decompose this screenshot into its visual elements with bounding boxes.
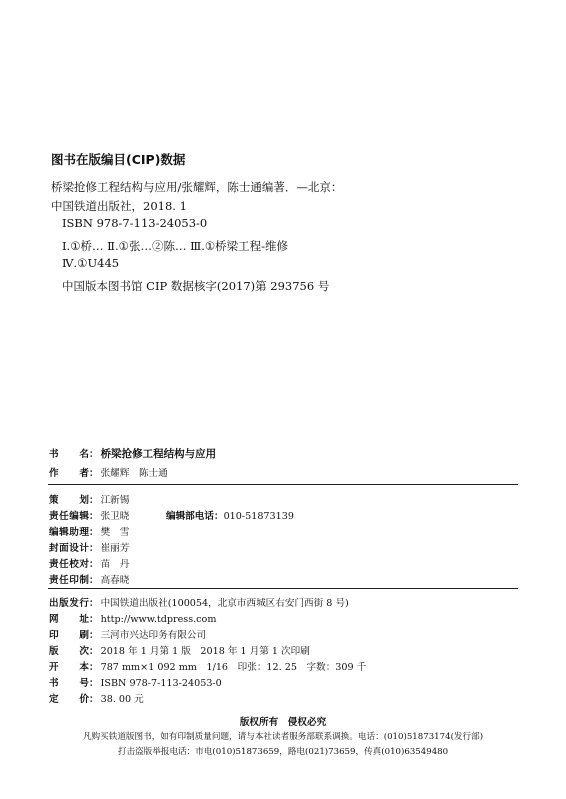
field-value: 樊 雪 (100, 527, 130, 538)
field-value: ISBN 978-7-113-24053-0 (100, 678, 222, 689)
cip-line-publisher: 中国铁道出版社，2018. 1 (51, 199, 187, 213)
field-value: 38. 00 元 (100, 694, 144, 705)
field-label: 编辑助理 (49, 527, 89, 538)
publication-row: 定价： 38. 00 元 (49, 691, 144, 705)
cip-line-title-author: 桥梁抢修工程结构与应用/张耀辉，陈士通编著．—北京： (51, 180, 343, 194)
divider (48, 484, 518, 485)
field-value: 三河市兴达印务有限公司 (100, 630, 207, 641)
publication-row: 开本： 787 mm×1 092 mm 1/16 印张：12. 25 字数：309 千 (49, 659, 366, 673)
field-label: 责任印制 (49, 575, 89, 586)
rights-notice: 版权所有 侵权必究 (239, 717, 327, 728)
book-title-row: 书名： 桥梁抢修工程结构与应用 (49, 448, 217, 460)
field-value: 010-51873139 (223, 511, 294, 522)
field-label: 网址 (49, 614, 89, 625)
field-value: 2018 年 1 月第 1 版 2018 年 1 月第 1 次印刷 (100, 646, 310, 657)
field-label: 责任编辑 (49, 511, 89, 522)
editor-row: 责任校对： 苗 丹 (49, 556, 129, 570)
authors: 张耀辉 陈士通 (100, 468, 168, 479)
publication-row: 书号： ISBN 978-7-113-24053-0 (49, 675, 222, 689)
field-label: 封面设计 (49, 543, 89, 554)
field-value: 苗 丹 (100, 559, 130, 570)
editor-row: 责任编辑： 张卫晓 (49, 508, 129, 522)
field-value: 崔丽芳 (100, 543, 130, 554)
editor-row: 封面设计： 崔丽芳 (49, 540, 129, 554)
cip-line-classification: Ⅳ.①U445 (62, 256, 120, 270)
editor-row: 编辑助理： 樊 雪 (49, 524, 129, 538)
field-label: 定价 (49, 694, 89, 705)
editorial-phone: 编辑部电话：010-51873139 (166, 511, 294, 522)
book-title: 桥梁抢修工程结构与应用 (100, 448, 217, 460)
field-label: 书名 (49, 449, 89, 460)
field-value: 中国铁道出版社(100054，北京市西城区右安门西街 8 号) (100, 598, 349, 609)
cip-line-isbn: ISBN 978-7-113-24053-0 (62, 216, 208, 230)
piracy-hotline: 打击盗版举报电话：市电(010)51873659，路电(021)73659，传真(010)63549480 (117, 747, 449, 757)
field-label: 策划 (49, 495, 89, 506)
field-label: 作者 (49, 468, 89, 479)
cip-line-cip-number: 中国版本图书馆 CIP 数据核字(2017)第 293756 号 (62, 279, 330, 293)
publication-row: 出版发行： 中国铁道出版社(100054，北京市西城区右安门西街 8 号) (49, 595, 349, 609)
field-value: 787 mm×1 092 mm 1/16 印张：12. 25 字数：309 千 (100, 662, 367, 673)
website-value: http://www.tdpress.com (100, 614, 217, 625)
field-value: 张卫晓 (100, 511, 130, 522)
field-label: 出版发行 (49, 598, 89, 609)
cip-line-subjects: Ⅰ.①桥… Ⅱ.①张…②陈… Ⅲ.①桥梁工程-维修 (62, 239, 289, 253)
divider (48, 588, 518, 589)
field-label: 编辑部电话 (166, 511, 214, 522)
field-label: 书号 (49, 678, 89, 689)
editor-row: 责任印制： 高春晓 (49, 572, 129, 586)
author-row: 作者： 张耀辉 陈士通 (49, 465, 168, 479)
field-label: 版次 (49, 646, 89, 657)
field-label: 开本 (49, 662, 89, 673)
editor-row: 策划： 江新锡 (49, 492, 129, 506)
field-label: 责任校对 (49, 559, 89, 570)
field-label: 印刷 (49, 630, 89, 641)
field-value: 高春晓 (100, 575, 130, 586)
cip-title: 图书在版编目(CIP)数据 (51, 152, 186, 167)
publication-row: 版次： 2018 年 1 月第 1 版 2018 年 1 月第 1 次印刷 (49, 643, 310, 657)
publication-row: 网址： http://www.tdpress.com (49, 611, 216, 625)
field-value: 江新锡 (100, 495, 130, 506)
quality-notice: 凡购买铁道版图书，如有印制质量问题，请与本社读者服务部联系调换。电话：(010)51873174(发行部) (82, 732, 484, 742)
publication-row: 印刷： 三河市兴达印务有限公司 (49, 627, 206, 641)
